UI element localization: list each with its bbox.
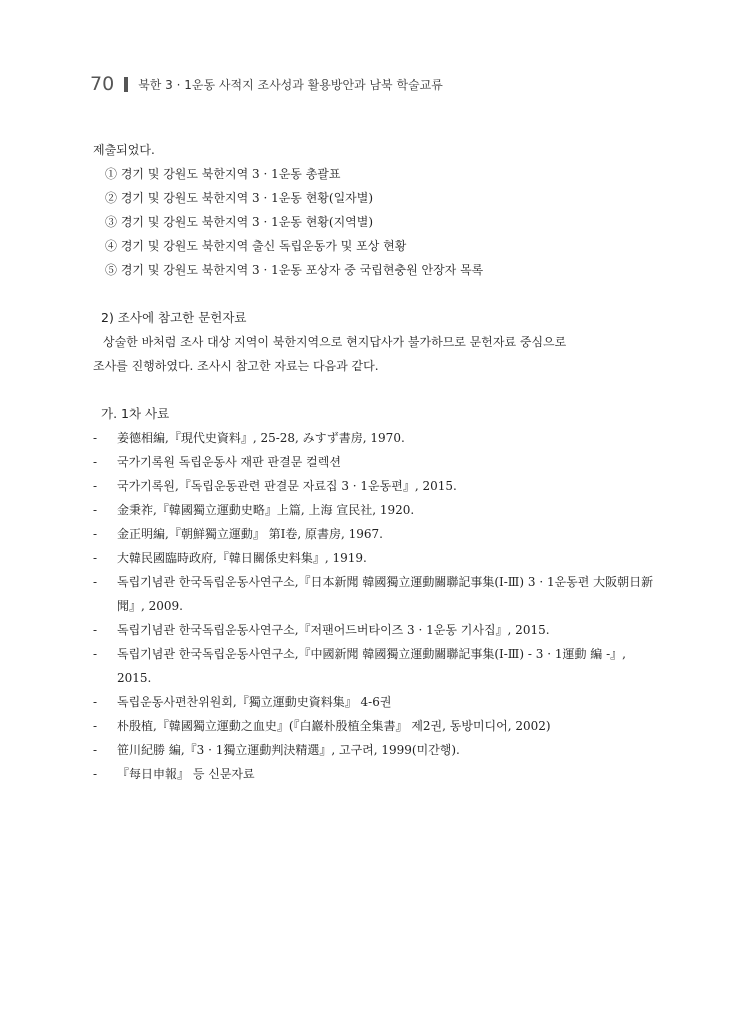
reference-item: - 국가기록원 독립운동사 재판 판결문 컬렉션	[93, 455, 341, 469]
reference-item: - 국가기록원,『독립운동관련 판결문 자료집 3 · 1운동편』, 2015.	[93, 479, 457, 493]
list-item: ③ 경기 및 강원도 북한지역 3 · 1운동 현황(지역별)	[105, 215, 374, 229]
list-item: ① 경기 및 강원도 북한지역 3 · 1운동 총괄표	[105, 167, 341, 181]
list-item: ④ 경기 및 강원도 북한지역 출신 독립운동가 및 포상 현황	[105, 239, 407, 253]
reference-item: - 姜德相編,『現代史資料』, 25-28, みすず書房, 1970.	[93, 431, 405, 445]
reference-item: - 독립기념관 한국독립운동사연구소,『日本新聞 韓國獨立運動關聯記事集(Ⅰ-Ⅲ) 3 · 1운동편 大阪朝日新聞』, 2009.	[93, 575, 654, 613]
header-divider-bar	[124, 77, 128, 92]
reference-item: - 大韓民國臨時政府,『韓日關係史料集』, 1919.	[93, 551, 367, 565]
reference-item: - 金秉祚,『韓國獨立運動史略』上篇, 上海 宣民社, 1920.	[93, 503, 415, 517]
running-title: 북한 3 · 1운동 사적지 조사성과 활용방안과 남북 학술교류	[138, 77, 443, 92]
reference-list	[93, 426, 658, 786]
reference-item: - 독립운동사편찬위원회,『獨立運動史資料集』 4-6권	[93, 695, 392, 709]
reference-item: - 金正明編,『朝鮮獨立運動』 第Ⅰ卷, 原書房, 1967.	[93, 527, 383, 541]
section-heading: 2) 조사에 참고한 문헌자료	[101, 310, 247, 325]
reference-item: - 『每日申報』 등 신문자료	[93, 767, 255, 781]
reference-item: - 朴殷植,『韓國獨立運動之血史』(『白巖朴殷植全集書』 제2권, 동방미디어, 2002)	[93, 719, 551, 733]
subsection-heading: 가. 1차 사료	[101, 406, 170, 421]
intro-line: 제출되었다.	[93, 143, 155, 157]
page-number: 70	[90, 73, 115, 95]
paragraph-line: 조사를 진행하였다. 조사시 참고한 자료는 다음과 같다.	[93, 359, 379, 373]
running-header	[90, 73, 443, 95]
reference-item: - 독립기념관 한국독립운동사연구소,『中國新聞 韓國獨立運動關聯記事集(Ⅰ-Ⅲ) - 3 · 1運動 編 -』, 2015.	[93, 647, 626, 685]
list-item: ⑤ 경기 및 강원도 북한지역 3 · 1운동 포상자 중 국립현충원 안장자 목록	[105, 263, 484, 277]
page-body	[93, 138, 658, 786]
reference-item: - 笹川紀勝 編,『3 · 1獨立運動判決精選』, 고구려, 1999(미간행).	[93, 743, 460, 757]
list-item: ② 경기 및 강원도 북한지역 3 · 1운동 현황(일자별)	[105, 191, 374, 205]
reference-item: - 독립기념관 한국독립운동사연구소,『저팬어드버타이즈 3 · 1운동 기사집』, 2015.	[93, 623, 550, 637]
submitted-items-list	[93, 162, 658, 282]
paragraph-line: 상술한 바처럼 조사 대상 지역이 북한지역으로 현지답사가 불가하므로 문헌자료 중심으로	[103, 335, 567, 349]
